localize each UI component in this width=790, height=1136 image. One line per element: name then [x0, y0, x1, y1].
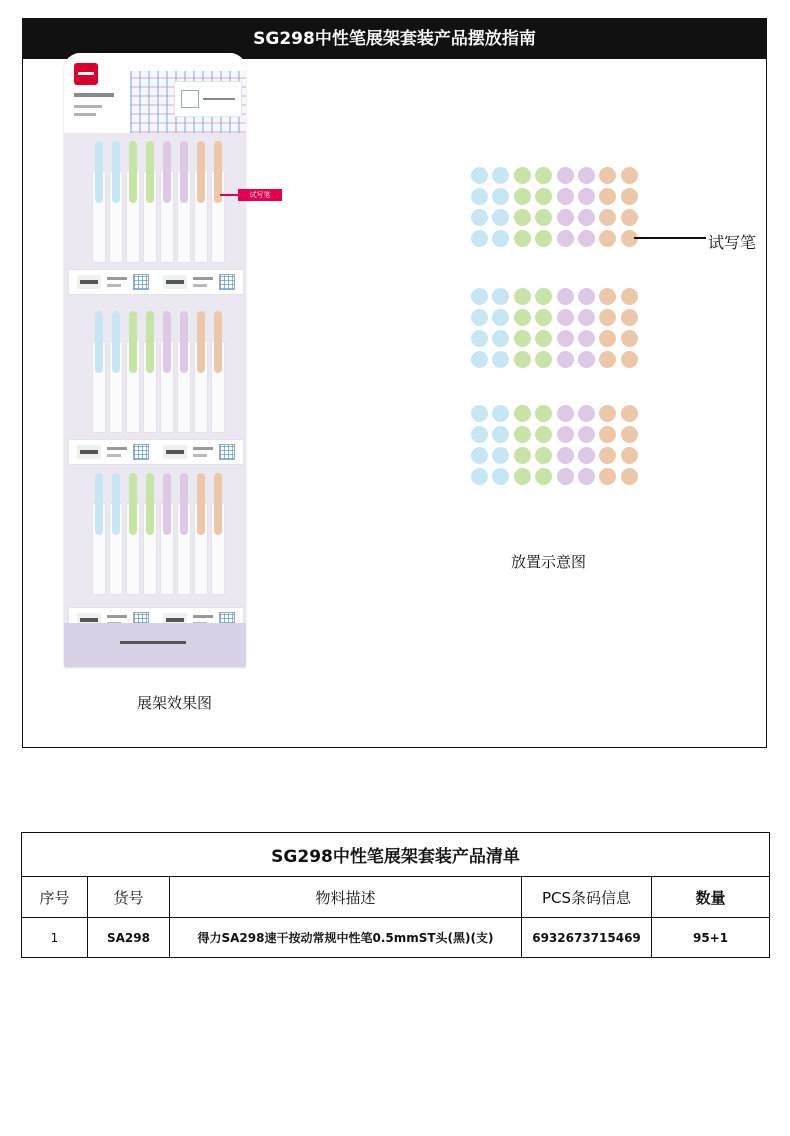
- pen-clip: [95, 473, 103, 535]
- pen: [109, 141, 123, 263]
- label-text: [107, 615, 127, 618]
- tester-leader-line: [634, 237, 706, 239]
- pen-clip: [146, 473, 154, 535]
- pen-position-dot: [557, 468, 574, 485]
- pen-clip: [112, 311, 120, 373]
- shelf-label-strip: [68, 439, 244, 465]
- plaid-swatch: [133, 274, 149, 290]
- rack-spec-text: [74, 105, 102, 108]
- pen-position-dot: [514, 288, 531, 305]
- label-text: [107, 277, 127, 280]
- pen-clip: [146, 141, 154, 203]
- pen-position-dot: [621, 309, 638, 326]
- label-text: [193, 277, 213, 280]
- pen-position-dot: [621, 330, 638, 347]
- pen: [126, 141, 140, 263]
- rack-caption: 展架效果图: [137, 694, 213, 712]
- pen-position-dot: [471, 447, 488, 464]
- pen-position-dot: [557, 167, 574, 184]
- pen-position-dot: [471, 351, 488, 368]
- shelf-label: [159, 273, 241, 291]
- rack-spec-text: [74, 113, 96, 116]
- pen-position-dot: [471, 309, 488, 326]
- tester-label: 试写笔: [708, 233, 757, 252]
- pen-clip: [112, 473, 120, 535]
- column-header-description: 物料描述: [170, 877, 522, 918]
- pen-clip: [180, 311, 188, 373]
- rack-spec-text: [74, 93, 114, 97]
- cell-sku: SA298: [88, 918, 170, 958]
- pen-position-dot: [621, 230, 638, 247]
- display-rack-illustration: [64, 53, 246, 667]
- cell-barcode: 6932673715469: [522, 918, 652, 958]
- pen-position-dot: [557, 188, 574, 205]
- plaid-swatch: [133, 444, 149, 460]
- pen-position-dot: [514, 167, 531, 184]
- pen-clip: [197, 311, 205, 373]
- rack-shelf: [64, 303, 246, 473]
- pen: [160, 141, 174, 263]
- plaid-swatch: [219, 444, 235, 460]
- pen: [211, 141, 225, 263]
- pen: [177, 141, 191, 263]
- pen-position-dot: [621, 426, 638, 443]
- pen-position-dot: [621, 188, 638, 205]
- rack-footer: [64, 623, 246, 667]
- price-display: [163, 445, 187, 459]
- label-text: [107, 284, 121, 287]
- pen-position-dot: [578, 330, 595, 347]
- label-text: [193, 447, 213, 450]
- pen-position-dot: [514, 405, 531, 422]
- pen-position-dot: [621, 209, 638, 226]
- pen-clip: [180, 473, 188, 535]
- shelf-label-strip: [68, 269, 244, 295]
- pen-clip: [163, 473, 171, 535]
- pen: [211, 473, 225, 595]
- pen-position-dot: [578, 468, 595, 485]
- pen-position-dot: [621, 447, 638, 464]
- pen-clip: [129, 473, 137, 535]
- pen-position-dot: [557, 209, 574, 226]
- label-text: [193, 454, 207, 457]
- plaid-swatch: [219, 274, 235, 290]
- pen-position-dot: [471, 167, 488, 184]
- pen-clip: [180, 141, 188, 203]
- cell-description: 得力SA298速干按动常规中性笔0.5mmST头(黑)(支): [170, 918, 522, 958]
- column-header-sku: 货号: [88, 877, 170, 918]
- product-list-title: SG298中性笔展架套装产品清单: [22, 833, 770, 877]
- pen: [92, 473, 106, 595]
- rack-footer-brand: [120, 641, 186, 644]
- cell-quantity: 95+1: [652, 918, 770, 958]
- pen-clip: [214, 311, 222, 373]
- pen: [194, 473, 208, 595]
- pen-position-dot: [514, 188, 531, 205]
- pen-position-dot: [557, 288, 574, 305]
- rack-brand-card: [174, 81, 242, 117]
- pen-position-dot: [557, 230, 574, 247]
- pen-position-dot: [621, 351, 638, 368]
- pen-position-dot: [471, 230, 488, 247]
- pen-position-dot: [514, 351, 531, 368]
- pen-clip: [163, 311, 171, 373]
- pen: [92, 311, 106, 433]
- pen: [109, 473, 123, 595]
- pen-position-dot: [578, 230, 595, 247]
- price-display: [163, 275, 187, 289]
- column-header-quantity: 数量: [652, 877, 770, 918]
- pen-position-dot: [557, 330, 574, 347]
- column-header-index: 序号: [22, 877, 88, 918]
- pen: [143, 311, 157, 433]
- pen-clip: [129, 311, 137, 373]
- brand-logo: [74, 63, 98, 85]
- shelf-label: [73, 443, 155, 461]
- label-text: [193, 284, 207, 287]
- pen: [109, 311, 123, 433]
- pen: [143, 141, 157, 263]
- pen-clip: [95, 311, 103, 373]
- diagram-caption: 放置示意图: [511, 553, 587, 571]
- label-text: [107, 454, 121, 457]
- pen: [160, 311, 174, 433]
- pen-clip: [146, 311, 154, 373]
- pen-position-dot: [514, 447, 531, 464]
- rack-header: [64, 53, 246, 133]
- pen-position-dot: [471, 288, 488, 305]
- pen-position-dot: [471, 426, 488, 443]
- pen-position-dot: [471, 188, 488, 205]
- pen: [177, 473, 191, 595]
- pen: [194, 311, 208, 433]
- pen-position-dot: [514, 330, 531, 347]
- pen-clip: [197, 141, 205, 203]
- rack-shelf: [64, 465, 246, 635]
- pen: [211, 311, 225, 433]
- pen-position-dot: [621, 167, 638, 184]
- pen-position-dot: [578, 209, 595, 226]
- pen-position-dot: [578, 288, 595, 305]
- pen-position-dot: [557, 309, 574, 326]
- pen: [92, 141, 106, 263]
- pen-position-dot: [514, 309, 531, 326]
- product-list-table: [21, 832, 770, 958]
- cell-index: 1: [22, 918, 88, 958]
- pen-position-dot: [578, 167, 595, 184]
- pen: [126, 311, 140, 433]
- pen-position-dot: [514, 468, 531, 485]
- pen: [194, 141, 208, 263]
- pen-clip: [112, 141, 120, 203]
- pen-position-dot: [621, 405, 638, 422]
- pen-position-dot: [557, 351, 574, 368]
- label-text: [193, 615, 213, 618]
- pen-position-dot: [471, 330, 488, 347]
- pen-position-dot: [514, 230, 531, 247]
- pen: [126, 473, 140, 595]
- pen-position-dot: [557, 447, 574, 464]
- pen-position-dot: [557, 405, 574, 422]
- tester-pen-tag: 试写笔: [238, 189, 282, 201]
- pen-position-dot: [514, 426, 531, 443]
- pen-position-dot: [578, 447, 595, 464]
- pen-position-dot: [621, 288, 638, 305]
- pen-position-dot: [471, 405, 488, 422]
- pen-position-dot: [578, 188, 595, 205]
- pen-position-dot: [578, 405, 595, 422]
- pen-clip: [163, 141, 171, 203]
- guide-title: SG298中性笔展架套装产品摆放指南: [23, 19, 766, 59]
- pen-position-dot: [471, 209, 488, 226]
- pen-position-dot: [578, 351, 595, 368]
- table-row: [22, 918, 770, 958]
- pen-clip: [95, 141, 103, 203]
- pen-clip: [214, 473, 222, 535]
- pen-position-dot: [557, 426, 574, 443]
- label-text: [107, 447, 127, 450]
- price-display: [77, 275, 101, 289]
- pen: [143, 473, 157, 595]
- shelf-label: [73, 273, 155, 291]
- pen-position-dot: [578, 309, 595, 326]
- pen-position-dot: [621, 468, 638, 485]
- pen-position-dot: [514, 209, 531, 226]
- pen-clip: [129, 141, 137, 203]
- column-header-barcode: PCS条码信息: [522, 877, 652, 918]
- pen-clip: [197, 473, 205, 535]
- shelf-label: [159, 443, 241, 461]
- price-display: [77, 445, 101, 459]
- pen-position-dot: [471, 468, 488, 485]
- rack-shelf: [64, 133, 246, 303]
- pen-position-dot: [578, 426, 595, 443]
- pen: [177, 311, 191, 433]
- pen: [160, 473, 174, 595]
